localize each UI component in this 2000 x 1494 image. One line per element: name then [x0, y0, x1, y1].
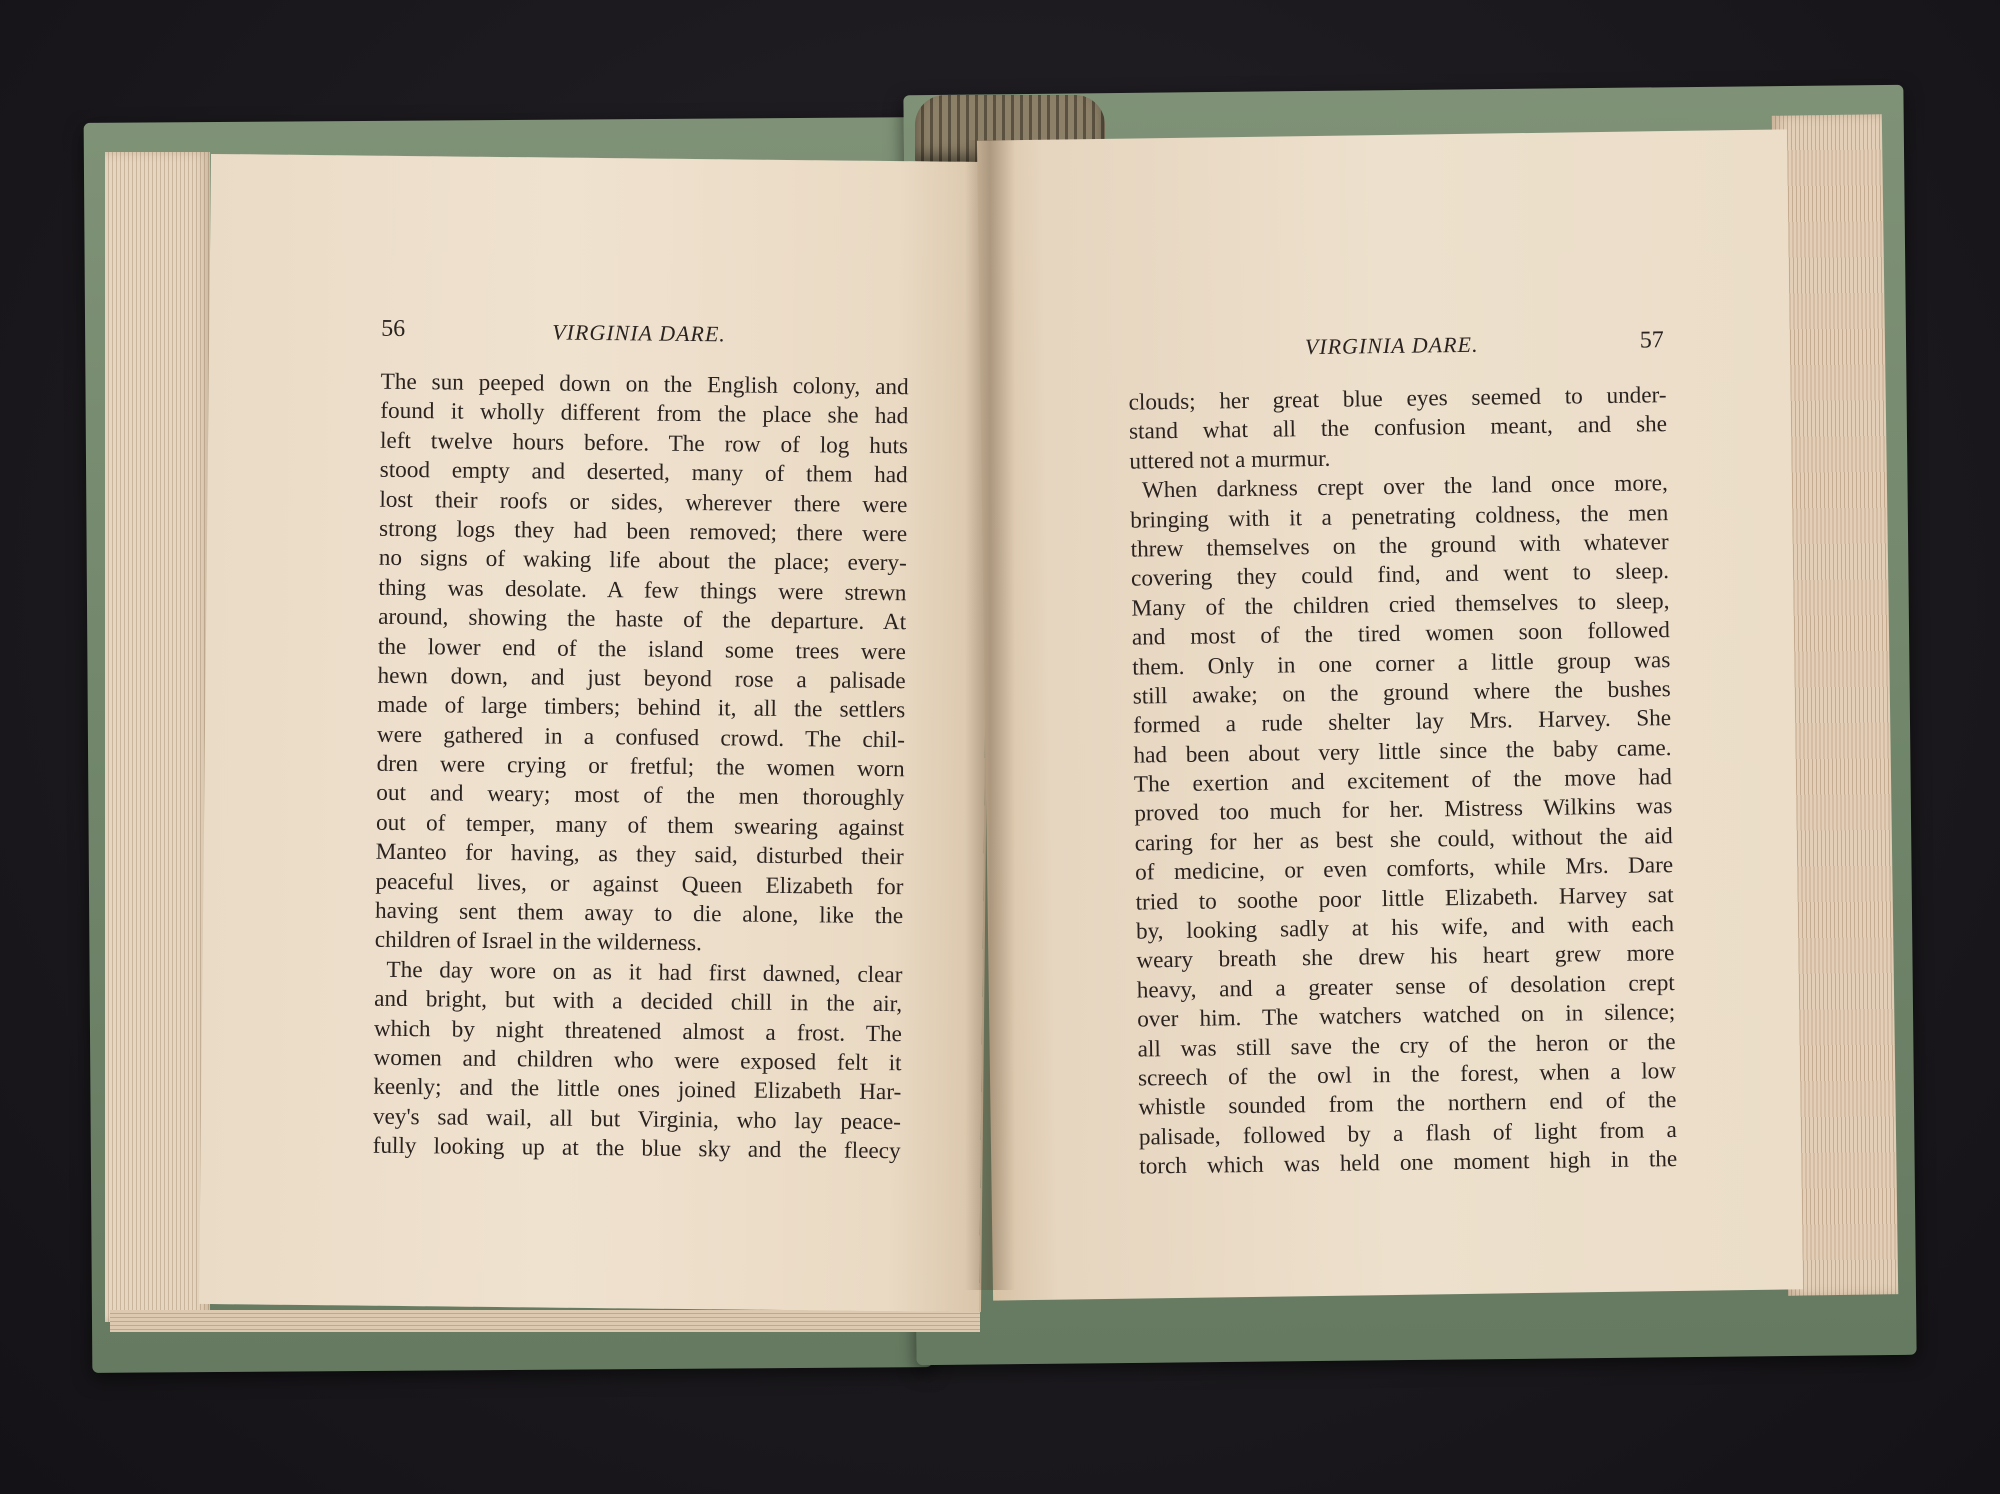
text-line: clouds; her great blue eyes seemed to under-: [1128, 382, 1667, 416]
text-line: proved too much for her. Mistress Wilkins was: [1134, 793, 1673, 828]
left-page-text: [373, 368, 909, 1167]
text-line: and bright, but with a decided chill in the air,: [374, 985, 903, 1018]
page-edges-left: [105, 152, 210, 1322]
text-line: around, showing the haste of the departure. At: [378, 603, 907, 636]
text-line: over him. The watchers watched on in silence;: [1137, 999, 1676, 1033]
right-page-number: 57: [1639, 327, 1664, 354]
text-line: all was still save the cry of the heron or the: [1137, 1028, 1676, 1063]
text-line: no signs of waking life about the place; every-: [378, 545, 907, 577]
text-line: hewn down, and just beyond rose a palisade: [377, 662, 906, 695]
text-line: weary breath she drew his heart grew more: [1136, 940, 1675, 974]
text-line: vey's sad wail, all but Virginia, who lay peace-: [372, 1103, 902, 1135]
text-line: left twelve hours before. The row of log huts: [379, 427, 909, 460]
text-line: peaceful lives, or against Queen Elizabeth for: [375, 868, 904, 900]
text-line: caring for her as best she could, without the aid: [1134, 822, 1673, 857]
text-line: by, looking sadly at his wife, and with each: [1135, 911, 1675, 945]
text-line: strong logs they had been removed; there were: [378, 515, 908, 548]
text-line: children of Israel in the wilderness.: [374, 927, 703, 957]
text-line: lost their roofs or sides, wherever there were: [379, 486, 908, 518]
text-line: threw themselves on the ground with whatever: [1130, 529, 1669, 563]
text-line: still awake; on the ground where the bushes: [1132, 675, 1671, 710]
text-line: whistle sounded from the northern end of the: [1138, 1087, 1677, 1121]
text-line: which by night threatened almost a frost. The: [373, 1015, 903, 1047]
text-line: of medicine, or even comforts, while Mrs. Dare: [1134, 852, 1674, 886]
text-line: Manteo for having, as they said, disturbed their: [375, 838, 904, 871]
right-running-head: VIRGINIA DARE.: [1304, 331, 1479, 360]
text-line: having sent them away to die alone, like the: [374, 897, 904, 930]
text-line: The exertion and excitement of the move had: [1133, 764, 1673, 798]
text-line: palisade, followed by a flash of light from a: [1138, 1116, 1678, 1151]
right-page: [977, 129, 1803, 1300]
text-line: bringing with it a penetrating coldness, the men: [1130, 499, 1669, 534]
text-line: found it wholly different from the place she had: [380, 398, 909, 430]
text-line: made of large timbers; behind it, all the settlers: [377, 692, 906, 724]
text-line: dren were crying or fretful; the women worn: [376, 750, 905, 783]
text-line: them. Only in one corner a little group was: [1132, 646, 1671, 681]
text-line: uttered not a murmur.: [1129, 445, 1331, 475]
text-line: screech of the owl in the forest, when a low: [1137, 1058, 1677, 1092]
text-line: The sun peeped down on the English colony, and: [380, 368, 909, 401]
text-line: had been about very little since the baby came.: [1133, 734, 1672, 769]
text-line: keenly; and the little ones joined Elizabeth Har-: [373, 1074, 902, 1106]
text-line: covering they could find, and went to sleep.: [1130, 558, 1670, 592]
text-line: women and children who were exposed felt it: [373, 1044, 902, 1077]
text-line: formed a rude shelter lay Mrs. Harvey. She: [1132, 705, 1672, 739]
left-page-number: 56: [381, 315, 406, 342]
text-line: thing was desolate. A few things were strewn: [378, 574, 907, 606]
text-line: stand what all the confusion meant, and she: [1128, 411, 1668, 446]
text-line: Many of the children cried themselves to sleep,: [1131, 587, 1670, 622]
page-edges-bottom: [110, 1310, 980, 1332]
text-line: fully looking up at the blue sky and the fleecy: [372, 1132, 901, 1165]
left-running-head: VIRGINIA DARE.: [552, 319, 726, 347]
text-line: tried to soothe poor little Elizabeth. Harvey sat: [1135, 881, 1674, 916]
text-line: stood empty and deserted, many of them had: [379, 456, 908, 489]
left-page: [199, 154, 991, 1312]
text-line: heavy, and a greater sense of desolation crept: [1136, 969, 1675, 1004]
text-line: torch which was held one moment high in the: [1139, 1146, 1678, 1180]
text-line: and most of the tired women soon followed: [1131, 617, 1671, 651]
text-line: out and weary; most of the men thoroughly: [376, 780, 905, 812]
text-line: the lower end of the island some trees were: [377, 633, 907, 665]
text-line: When darkness crept over the land once more,: [1141, 470, 1668, 504]
text-line: were gathered in a confused crowd. The chil-: [376, 721, 906, 753]
text-line: out of temper, many of them swearing against: [375, 809, 905, 842]
text-line: The day wore on as it had first dawned, clear: [386, 956, 903, 989]
right-page-text: [1128, 381, 1677, 1182]
